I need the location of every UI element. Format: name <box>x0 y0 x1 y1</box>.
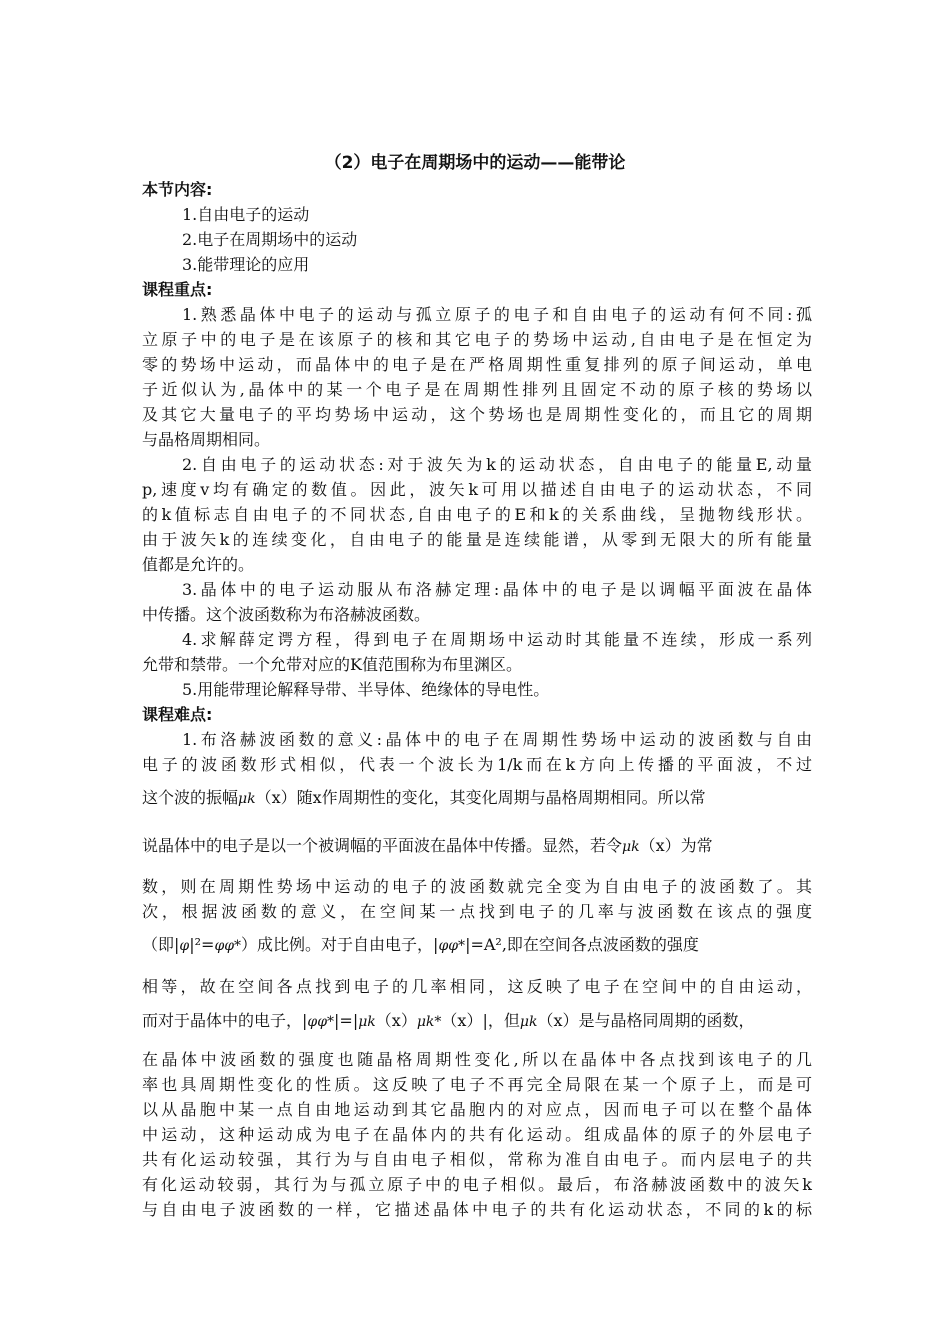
text-line: 允带和禁带。一个允带对应的K值范围称为布里渊区。 <box>142 655 522 674</box>
mu-k-symbol: μk <box>519 1014 538 1030</box>
text-line: p,速度v均有确定的数值。因此，波矢k可用以描述自由电子的运动状态，不同 <box>142 480 812 499</box>
text-line: 电子的波函数形式相似，代表一个波长为1/k而在k方向上传播的平面波，不过 <box>142 755 812 774</box>
phi-phi-star-symbol: φφ* <box>438 938 466 954</box>
content-item: 2.电子在周期场中的运动 <box>182 230 358 249</box>
text-line: 及其它大量电子的平均势场中运动，这个势场也是周期性变化的，而且它的周期 <box>142 405 812 424</box>
content-item: 1.自由电子的运动 <box>182 205 310 224</box>
phi-phi-star-symbol: φφ* <box>307 1014 335 1030</box>
mu-k-symbol: μk <box>622 839 640 855</box>
text-line: 与晶格周期相同。 <box>142 430 271 449</box>
text-line: 数，则在周期性势场中运动的电子的波函数就完全变为自由电子的波函数了。其 <box>142 877 812 896</box>
phi-phi-star-symbol: φφ* <box>214 938 242 954</box>
text-line: 率也具周期性变化的性质。这反映了电子不再完全局限在某一个原子上，而是可 <box>142 1075 812 1094</box>
text-line: 由于波矢k的连续变化，自由电子的能量是连续能谱，从零到无限大的所有能量 <box>142 530 812 549</box>
text-fragment: 说晶体中的电子是以一个被调幅的平面波在晶体中传播。显然，若令 <box>142 836 623 855</box>
text-fragment: |²= <box>189 935 215 954</box>
text-fragment: |=A² <box>465 935 502 954</box>
text-line: 2.自由电子的运动状态:对于波矢为k的运动状态，自由电子的能量E,动量 <box>182 455 812 474</box>
text-line: 中传播。这个波函数称为布洛赫波函数。 <box>142 605 431 624</box>
section-heading-difficulties: 课程难点: <box>142 705 213 724</box>
text-line: 立原子中的电子是在该原子的核和其它电子的势场中运动,自由电子是在恒定为 <box>142 330 812 349</box>
text-fragment: 而对于晶体中的电子，| <box>142 1011 308 1030</box>
text-fragment: （x）是与晶格同周期的函数， <box>537 1011 755 1030</box>
text-line: 值都是允许的。 <box>142 555 255 574</box>
text-line-with-formula <box>142 833 812 856</box>
section-heading-contents: 本节内容: <box>142 180 213 199</box>
text-line: 与自由电子波函数的一样，它描述晶体中电子的共有化运动状态，不同的k的标 <box>142 1200 812 1219</box>
content-item: 3.能带理论的应用 <box>182 255 310 274</box>
text-line: 在晶体中波函数的强度也随晶格周期性变化,所以在晶体中各点找到该电子的几 <box>142 1050 812 1069</box>
text-line: 1.布洛赫波函数的意义:晶体中的电子在周期性势场中运动的波函数与自由 <box>182 730 812 749</box>
text-line: 子近似认为,晶体中的某一个电子是在周期性排列且固定不动的原子核的势场以 <box>142 380 812 399</box>
page-title: （2）电子在周期场中的运动——能带论 <box>324 153 626 173</box>
text-line-with-formula <box>142 932 812 955</box>
text-fragment: ,即在空间各点波函数的强度 <box>501 935 699 954</box>
text-fragment: （即| <box>142 935 180 954</box>
text-line: 中运动，这种运动成为电子在晶体内的共有化运动。组成晶体的原子的外层电子 <box>142 1125 812 1144</box>
text-line: 零的势场中运动，而晶体中的电子是在严格周期性重复排列的原子间运动，单电 <box>142 355 812 374</box>
text-line: 有化运动较弱，其行为与孤立原子中的电子相似。最后，布洛赫波函数中的波矢k <box>142 1175 812 1194</box>
text-line: 1.熟悉晶体中电子的运动与孤立原子的电子和自由电子的运动有何不同:孤 <box>182 305 812 324</box>
phi-symbol: φ <box>179 938 190 954</box>
text-fragment: （x） <box>375 1011 417 1030</box>
mu-k-symbol: μk <box>238 791 256 807</box>
text-fragment: （x）为常 <box>639 836 713 855</box>
section-heading-key-points: 课程重点: <box>142 280 213 299</box>
text-fragment: ）成比例。对于自由电子，| <box>241 935 439 954</box>
text-fragment: 这个波的振幅 <box>142 788 239 807</box>
text-line: 以从晶胞中某一点自由地运动到其它晶胞内的对应点，因而电子可以在整个晶体 <box>142 1100 812 1119</box>
mu-k-star-symbol: μk* <box>416 1014 442 1030</box>
text-line: 相等，故在空间各点找到电子的几率相同，这反映了电子在空间中的自由运动， <box>142 977 812 996</box>
text-line: 5.用能带理论解释导带、半导体、绝缘体的导电性。 <box>182 680 550 699</box>
text-line-with-formula <box>142 1008 812 1031</box>
text-line: 共有化运动较强，其行为与自由电子相似，常称为准自由电子。而内层电子的共 <box>142 1150 812 1169</box>
text-line-with-formula <box>142 785 812 808</box>
text-line: 的k值标志自由电子的不同状态,自由电子的E和k的关系曲线，呈抛物线形状。 <box>142 505 812 524</box>
text-line: 次，根据波函数的意义，在空间某一点找到电子的几率与波函数在该点的强度 <box>142 902 812 921</box>
text-line: 4.求解薛定谔方程，得到电子在周期场中运动时其能量不连续，形成一系列 <box>182 630 812 649</box>
mu-k-symbol: μk <box>358 1014 376 1030</box>
text-line: 3.晶体中的电子运动服从布洛赫定理:晶体中的电子是以调幅平面波在晶体 <box>182 580 812 599</box>
text-fragment: （x）随x作周期性的变化，其变化周期与晶格周期相同。所以常 <box>255 788 706 807</box>
text-fragment: |=| <box>334 1011 359 1030</box>
text-fragment: （x）|，但 <box>441 1011 520 1030</box>
